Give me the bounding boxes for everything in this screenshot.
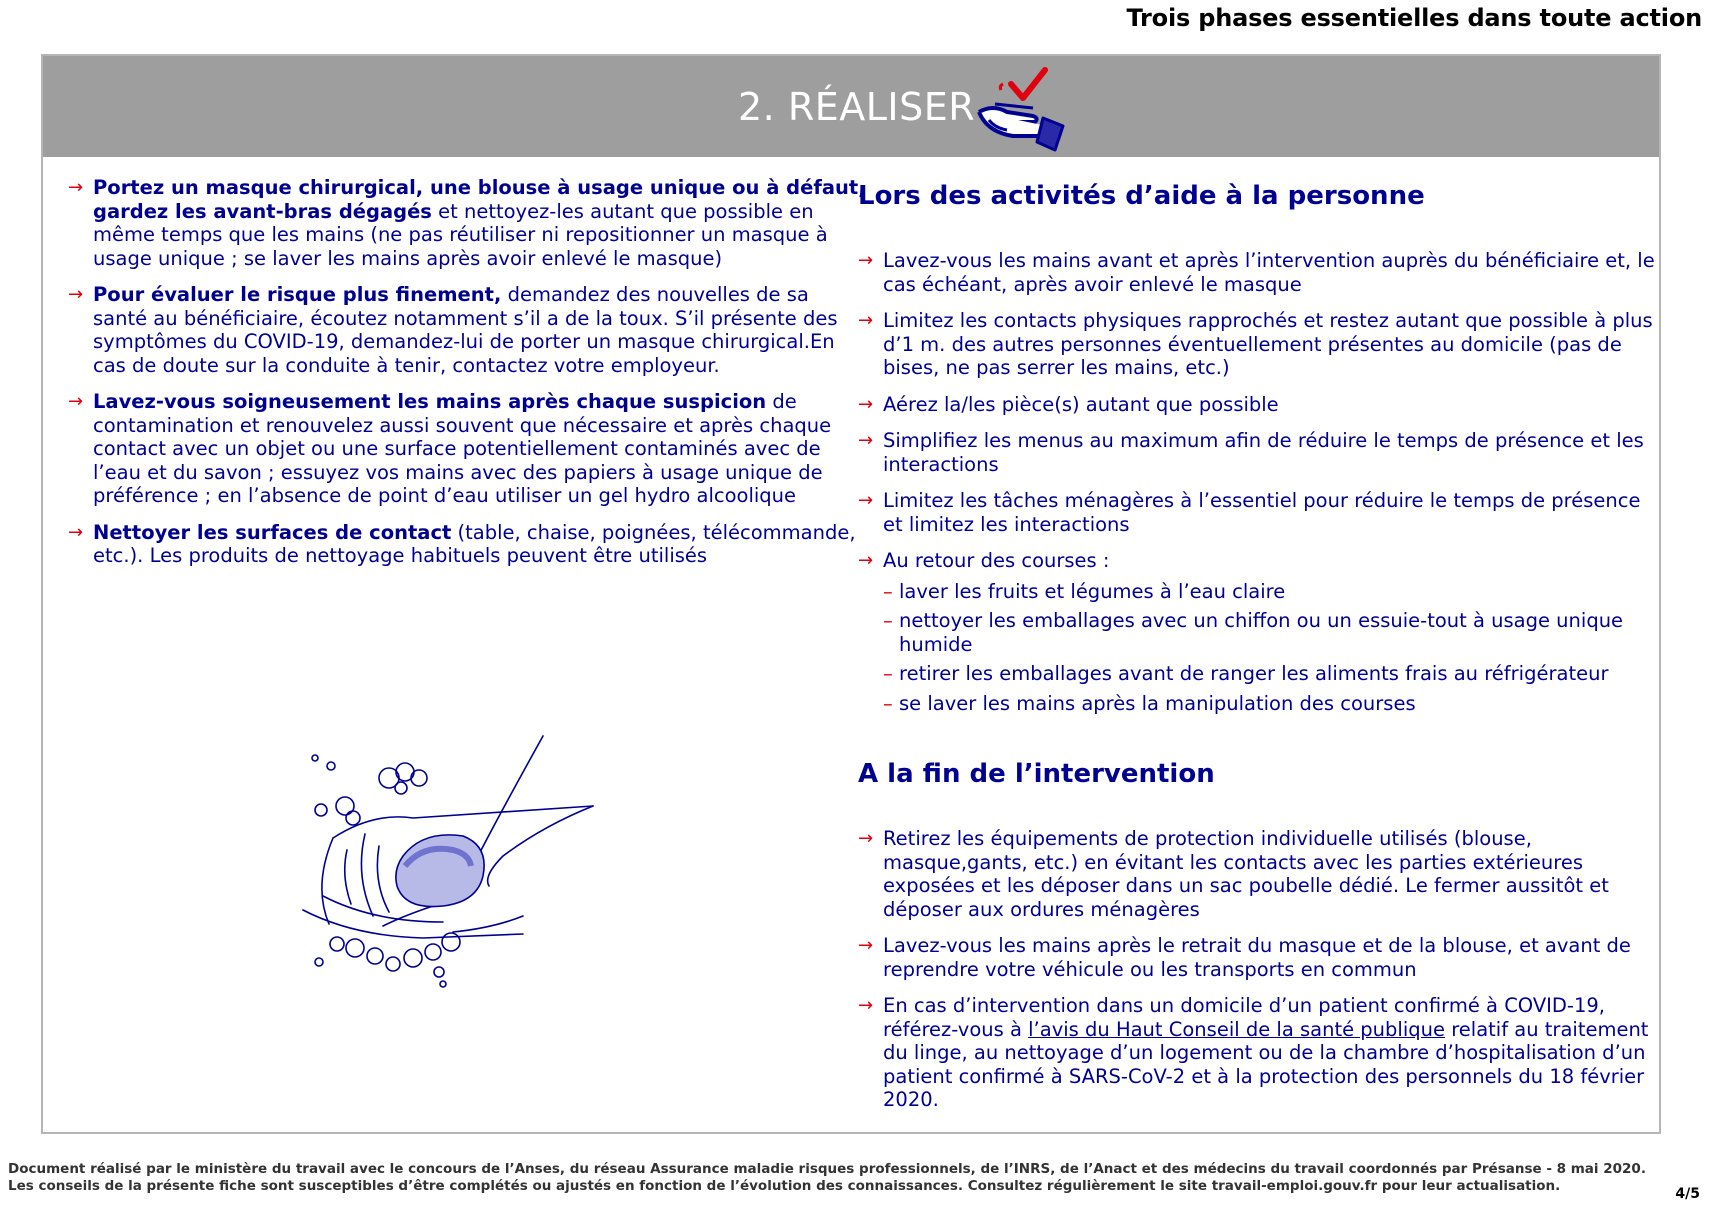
arrow-icon: → [858,935,874,956]
footer-line: Document réalisé par le ministère du travail avec le concours de l’Anses, du réseau Assurance maladie risques professionnels, de l’INRS, de l’Anact et des médecins du travail coordonnés par Présanse - 8 mai 2020. [8,1161,1646,1177]
hcsp-link[interactable]: l’avis du Haut Conseil de la santé publique [1028,1017,1445,1041]
list-item: → Lavez-vous soigneusement les mains après chaque suspicion de contamination et renouvelez aussi souvent que nécessaire et après chaque contact avec un objet ou une surface potentiellement contaminés avec de l’eau et du savon ; essuyez vos mains avec des papiers à usage unique de préférence ; en l’absence de point d’eau utiliser un gel hydro alcoolique [68,390,832,507]
sub-item: – laver les fruits et légumes à l’eau claire [883,579,1286,603]
section-title: Lors des activités d’aide à la personne [858,181,1425,211]
arrow-icon: → [68,521,84,543]
content-frame [41,54,1661,1134]
arrow-icon: → [858,250,874,271]
list-item: → Lavez-vous les mains après le retrait du masque et de la blouse, et avant de reprendre votre véhicule ou les transports en commun [858,934,1631,981]
sub-list [883,580,1658,716]
list-item: → Retirez les équipements de protection individuelle utilisés (blouse, masque,gants, etc.) en évitant les contacts avec les parties extérieures exposées et les déposer dans un sac poubelle dédié. Le fermer aussitôt et déposer aux ordures ménagères [858,827,1609,921]
document-title: Trois phases essentielles dans toute action [1126,4,1702,32]
list-item: → Lavez-vous les mains avant et après l’intervention auprès du bénéficiaire et, le cas échéant, après avoir enlevé le masque [858,249,1655,296]
footer-line: Les conseils de la présente fiche sont susceptibles d’être complétés ou ajustés en fonction de l’évolution des connaissances. Consultez régulièrement le site travail-emploi.gouv.fr pour leur actualisation. [8,1178,1561,1194]
right-column [858,176,1658,1125]
list-item: → Portez un masque chirurgical, une blouse à usage unique ou à défaut, gardez les avant-bras dégagés et nettoyez-les autant que possible en même temps que les mains (ne pas réutiliser ni repositionner un masque à usage unique ; se laver les mains après avoir enlevé le masque) [68,176,866,270]
arrow-icon: → [858,310,874,331]
list-item: → Nettoyer les surfaces de contact (table, chaise, poignées, télécommande, etc.). Les produits de nettoyage habituels peuvent être utilisés [68,520,856,567]
phase-banner [43,56,1659,157]
arrow-icon: → [858,995,874,1016]
arrow-icon: → [858,430,874,451]
section-title: A la fin de l’intervention [858,759,1215,789]
sub-item: – se laver les mains après la manipulation des courses [883,691,1416,715]
list-item: → En cas d’intervention dans un domicile d’un patient confirmé à COVID-19, référez-vous à l’avis du Haut Conseil de la santé publique relatif au traitement du linge, au nettoyage d’un logement ou de la chambre d’hospitalisation d’un patient confirmé à SARS-CoV-2 et à la protection des personnels du 18 février 2020. [858,994,1649,1111]
list-item: → Au retour des courses : [858,549,1110,572]
sub-item: – retirer les emballages avant de ranger les aliments frais au réfrigérateur [883,662,1609,685]
arrow-icon: → [68,284,84,305]
arrow-icon: → [858,393,874,415]
list-item: → Limitez les contacts physiques rapprochés et restez autant que possible à plus d’1 m. des autres personnes éventuellement présentes au domicile (pas de bises, ne pas serrer les mains, etc.) [858,309,1653,379]
list-item: → Aérez la/les pièce(s) autant que possible [858,392,1279,416]
arrow-icon: → [858,550,874,571]
phase-title: 2. RÉALISER [738,85,976,129]
arrow-icon: → [68,391,84,412]
list-item: → Pour évaluer le risque plus finement, demandez des nouvelles de sa santé au bénéficiaire, écoutez notamment s’il a de la toux. S’il présente des symptômes du COVID-19, demandez-lui de porter un masque chirurgical.En cas de doute sur la conduite à tenir, contactez votre employeur. [68,283,838,377]
arrow-icon: → [858,490,874,511]
arrow-icon: → [68,177,84,198]
list-item: → Simplifiez les menus au maximum afin de réduire le temps de présence et les interactions [858,429,1644,476]
hand-washing-icon [293,726,623,1016]
list-item: → Limitez les tâches ménagères à l’essentiel pour réduire le temps de présence et limitez les interactions [858,489,1641,536]
sub-item: – nettoyer les emballages avec un chiffon ou un essuie-tout à usage unique humide [883,609,1624,656]
page-number: 4/5 [1675,1186,1700,1202]
footer [8,1161,1646,1195]
left-column [68,176,868,581]
arrow-icon: → [858,828,874,849]
hand-check-icon [973,60,1073,154]
